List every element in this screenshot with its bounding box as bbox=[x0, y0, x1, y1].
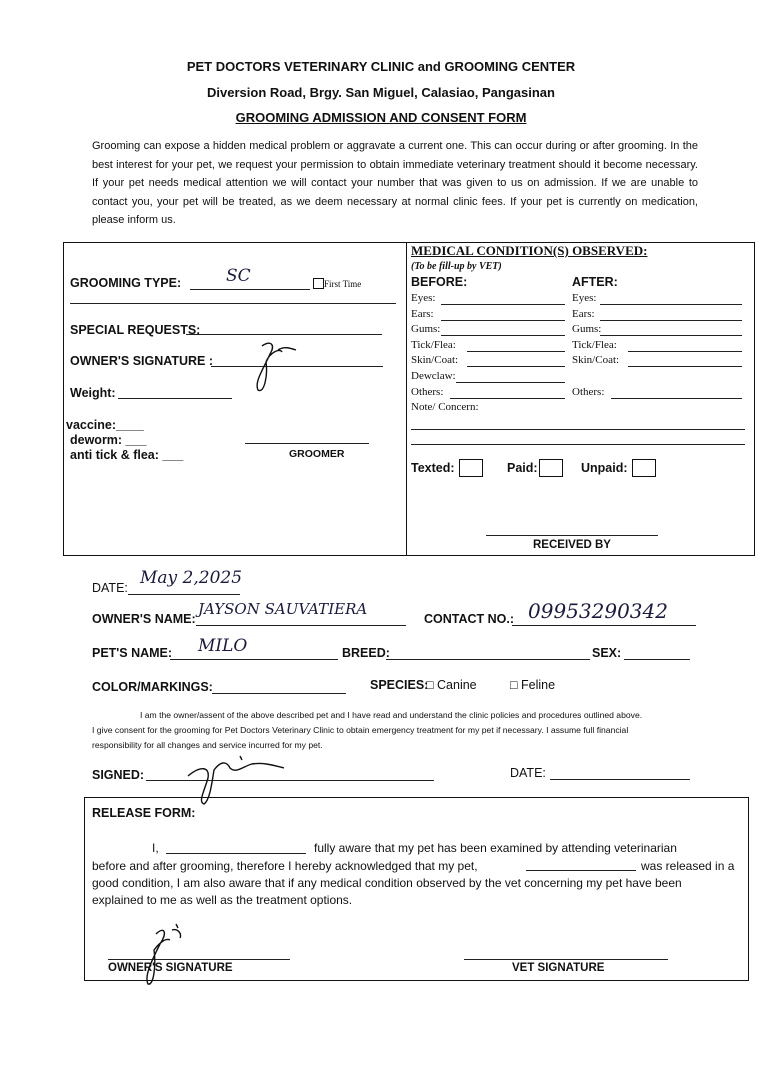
release-vet-sig-label: VET SIGNATURE bbox=[512, 962, 605, 974]
date-value: May 2,2025 bbox=[140, 568, 243, 588]
breed-label: BREED: bbox=[342, 646, 390, 660]
date-line[interactable] bbox=[128, 593, 240, 595]
feline-option[interactable]: □ Feline bbox=[510, 678, 556, 692]
grooming-type-line[interactable] bbox=[190, 288, 310, 290]
release-name-line[interactable] bbox=[166, 852, 306, 854]
pet-name-value: MILO bbox=[198, 636, 248, 656]
pet-name-label: PET'S NAME: bbox=[92, 646, 173, 660]
consent-line-1: I am the owner/assent of the above described pet and I have read and understand the clinic policies and procedures outlined above. bbox=[140, 710, 643, 720]
before-item-line[interactable] bbox=[450, 397, 565, 399]
after-item-line[interactable] bbox=[628, 365, 742, 367]
before-item-line[interactable] bbox=[441, 334, 565, 336]
unpaid-label: Unpaid: bbox=[581, 461, 628, 475]
before-item-label: Tick/Flea: bbox=[411, 338, 456, 351]
color-markings-label: COLOR/MARKINGS: bbox=[92, 680, 213, 694]
intro-paragraph: Grooming can expose a hidden medical problem or aggravate a current one. This can occur during or after grooming. In the best interest for your pet, we request your permission to obtain immediate veterinary treatment should it become necessary. If your pet needs medical attention we will contact your number that was given to us on admission. If we are unable to contact you, your pet will be treated, as we deem necessary at normal clinic fees. If your pet is currently on medication, please inform us. bbox=[92, 140, 698, 226]
grooming-type-label: GROOMING TYPE: bbox=[70, 276, 182, 290]
consent-date-label: DATE: bbox=[510, 766, 546, 780]
grooming-type-value: SC bbox=[226, 266, 251, 286]
after-item-label: Skin/Coat: bbox=[572, 354, 620, 367]
release-text-2a: before and after grooming, therefore I hereby acknowledged that my pet, bbox=[92, 859, 478, 873]
release-text-1: fully aware that my pet has been examined by attending veterinarian bbox=[314, 841, 677, 855]
contact-value: 09953290342 bbox=[528, 599, 668, 623]
before-item-label: Skin/Coat: bbox=[411, 354, 459, 367]
after-item-label: Tick/Flea: bbox=[572, 338, 617, 351]
texted-label: Texted: bbox=[411, 461, 455, 475]
after-item-label: Others: bbox=[572, 385, 605, 398]
note-line-1[interactable] bbox=[411, 428, 745, 430]
box-divider bbox=[406, 242, 407, 555]
before-item-label: Gums: bbox=[411, 323, 441, 336]
grooming-extra-line bbox=[70, 302, 396, 304]
owner-name-value: JAYSON SAUVATIERA bbox=[198, 600, 368, 618]
after-item-label: Eyes: bbox=[572, 292, 597, 304]
signed-label: SIGNED: bbox=[92, 768, 145, 782]
after-item-line[interactable] bbox=[600, 319, 742, 321]
after-item-line[interactable] bbox=[628, 350, 742, 352]
deworm-label: deworm: ___ bbox=[70, 433, 147, 447]
species-label: SPECIES: bbox=[370, 678, 429, 692]
form-title: GROOMING ADMISSION AND CONSENT FORM bbox=[235, 110, 527, 125]
antitick-label: anti tick & flea: ___ bbox=[70, 448, 184, 462]
note-label: Note/ Concern: bbox=[411, 401, 479, 413]
special-requests-line[interactable] bbox=[186, 333, 382, 335]
clinic-name: PET DOCTORS VETERINARY CLINIC and GROOMING CENTER bbox=[186, 59, 576, 74]
contact-line[interactable] bbox=[512, 624, 696, 626]
received-by-label: RECEIVED BY bbox=[533, 539, 611, 551]
owner-signature-label: OWNER'S SIGNATURE : bbox=[70, 354, 214, 368]
release-signature-mark bbox=[130, 920, 190, 990]
after-label: AFTER: bbox=[572, 275, 618, 289]
release-title: RELEASE FORM: bbox=[92, 806, 196, 820]
paid-checkbox[interactable] bbox=[539, 459, 563, 477]
canine-option[interactable]: □ Canine bbox=[426, 678, 477, 692]
owner-name-line[interactable] bbox=[196, 624, 406, 626]
breed-line[interactable] bbox=[386, 658, 590, 660]
special-requests-label: SPECIAL REQUESTS: bbox=[70, 323, 201, 337]
before-item-label: Ears: bbox=[411, 307, 434, 320]
owner-signature-mark bbox=[240, 338, 300, 394]
groomer-line[interactable] bbox=[245, 442, 369, 444]
weight-label: Weight: bbox=[70, 386, 116, 400]
before-item-line[interactable] bbox=[441, 303, 565, 305]
texted-checkbox[interactable] bbox=[459, 459, 483, 477]
after-item-label: Gums: bbox=[572, 323, 602, 336]
received-by-line[interactable] bbox=[486, 534, 658, 536]
after-item-line[interactable] bbox=[600, 334, 742, 336]
sex-label: SEX: bbox=[592, 646, 622, 660]
consent-date-line[interactable] bbox=[550, 778, 690, 780]
before-item-label: Eyes: bbox=[411, 292, 436, 304]
release-owner-sig-label: OWNER'S SIGNATURE bbox=[108, 962, 233, 974]
release-vet-sig-line[interactable] bbox=[464, 958, 668, 960]
weight-line[interactable] bbox=[118, 397, 232, 399]
before-item-line[interactable] bbox=[456, 381, 565, 383]
after-item-line[interactable] bbox=[600, 303, 742, 305]
medical-title: MEDICAL CONDITION(S) OBSERVED: bbox=[411, 243, 648, 258]
before-label: BEFORE: bbox=[411, 275, 468, 289]
consent-line-3: responsibility for all changes and service incurred for my pet. bbox=[92, 740, 323, 750]
pet-name-line[interactable] bbox=[170, 658, 338, 660]
medical-subtitle: (To be fill-up by VET) bbox=[411, 261, 502, 272]
unpaid-checkbox[interactable] bbox=[632, 459, 656, 477]
before-item-line[interactable] bbox=[467, 350, 565, 352]
sex-line[interactable] bbox=[624, 658, 690, 660]
release-pet-line[interactable] bbox=[526, 869, 636, 871]
note-line-2[interactable] bbox=[411, 443, 745, 445]
release-text-2b: was released in a bbox=[641, 859, 735, 873]
release-text-4: explained to me as well as the treatment options. bbox=[92, 893, 353, 907]
release-i-label: I, bbox=[152, 841, 159, 855]
consent-line-2: I give consent for the grooming for Pet Doctors Veterinary Clinic to obtain emergency treatment for my pet if necessary. I assume full financial bbox=[92, 725, 629, 735]
after-item-label: Ears: bbox=[572, 307, 595, 320]
first-time-checkbox[interactable] bbox=[313, 278, 324, 289]
before-item-line[interactable] bbox=[441, 319, 565, 321]
vaccine-label: vaccine:____ bbox=[66, 418, 144, 432]
groomer-label: GROOMER bbox=[289, 448, 345, 460]
first-time-label: First Time bbox=[324, 279, 362, 289]
contact-label: CONTACT NO.: bbox=[424, 612, 515, 626]
color-markings-line[interactable] bbox=[212, 692, 346, 694]
date-label: DATE: bbox=[92, 581, 128, 595]
before-item-label: Others: bbox=[411, 385, 444, 398]
clinic-address: Diversion Road, Brgy. San Miguel, Calasiao, Pangasinan bbox=[207, 85, 555, 100]
paid-label: Paid: bbox=[507, 461, 538, 475]
before-item-line[interactable] bbox=[467, 365, 565, 367]
after-item-line[interactable] bbox=[611, 397, 742, 399]
before-item-label: Dewclaw: bbox=[411, 370, 456, 382]
release-text-3: good condition, I am also aware that if any medical condition observed by the vet concerning my pet have been bbox=[92, 876, 682, 890]
owner-name-label: OWNER'S NAME: bbox=[92, 612, 196, 626]
